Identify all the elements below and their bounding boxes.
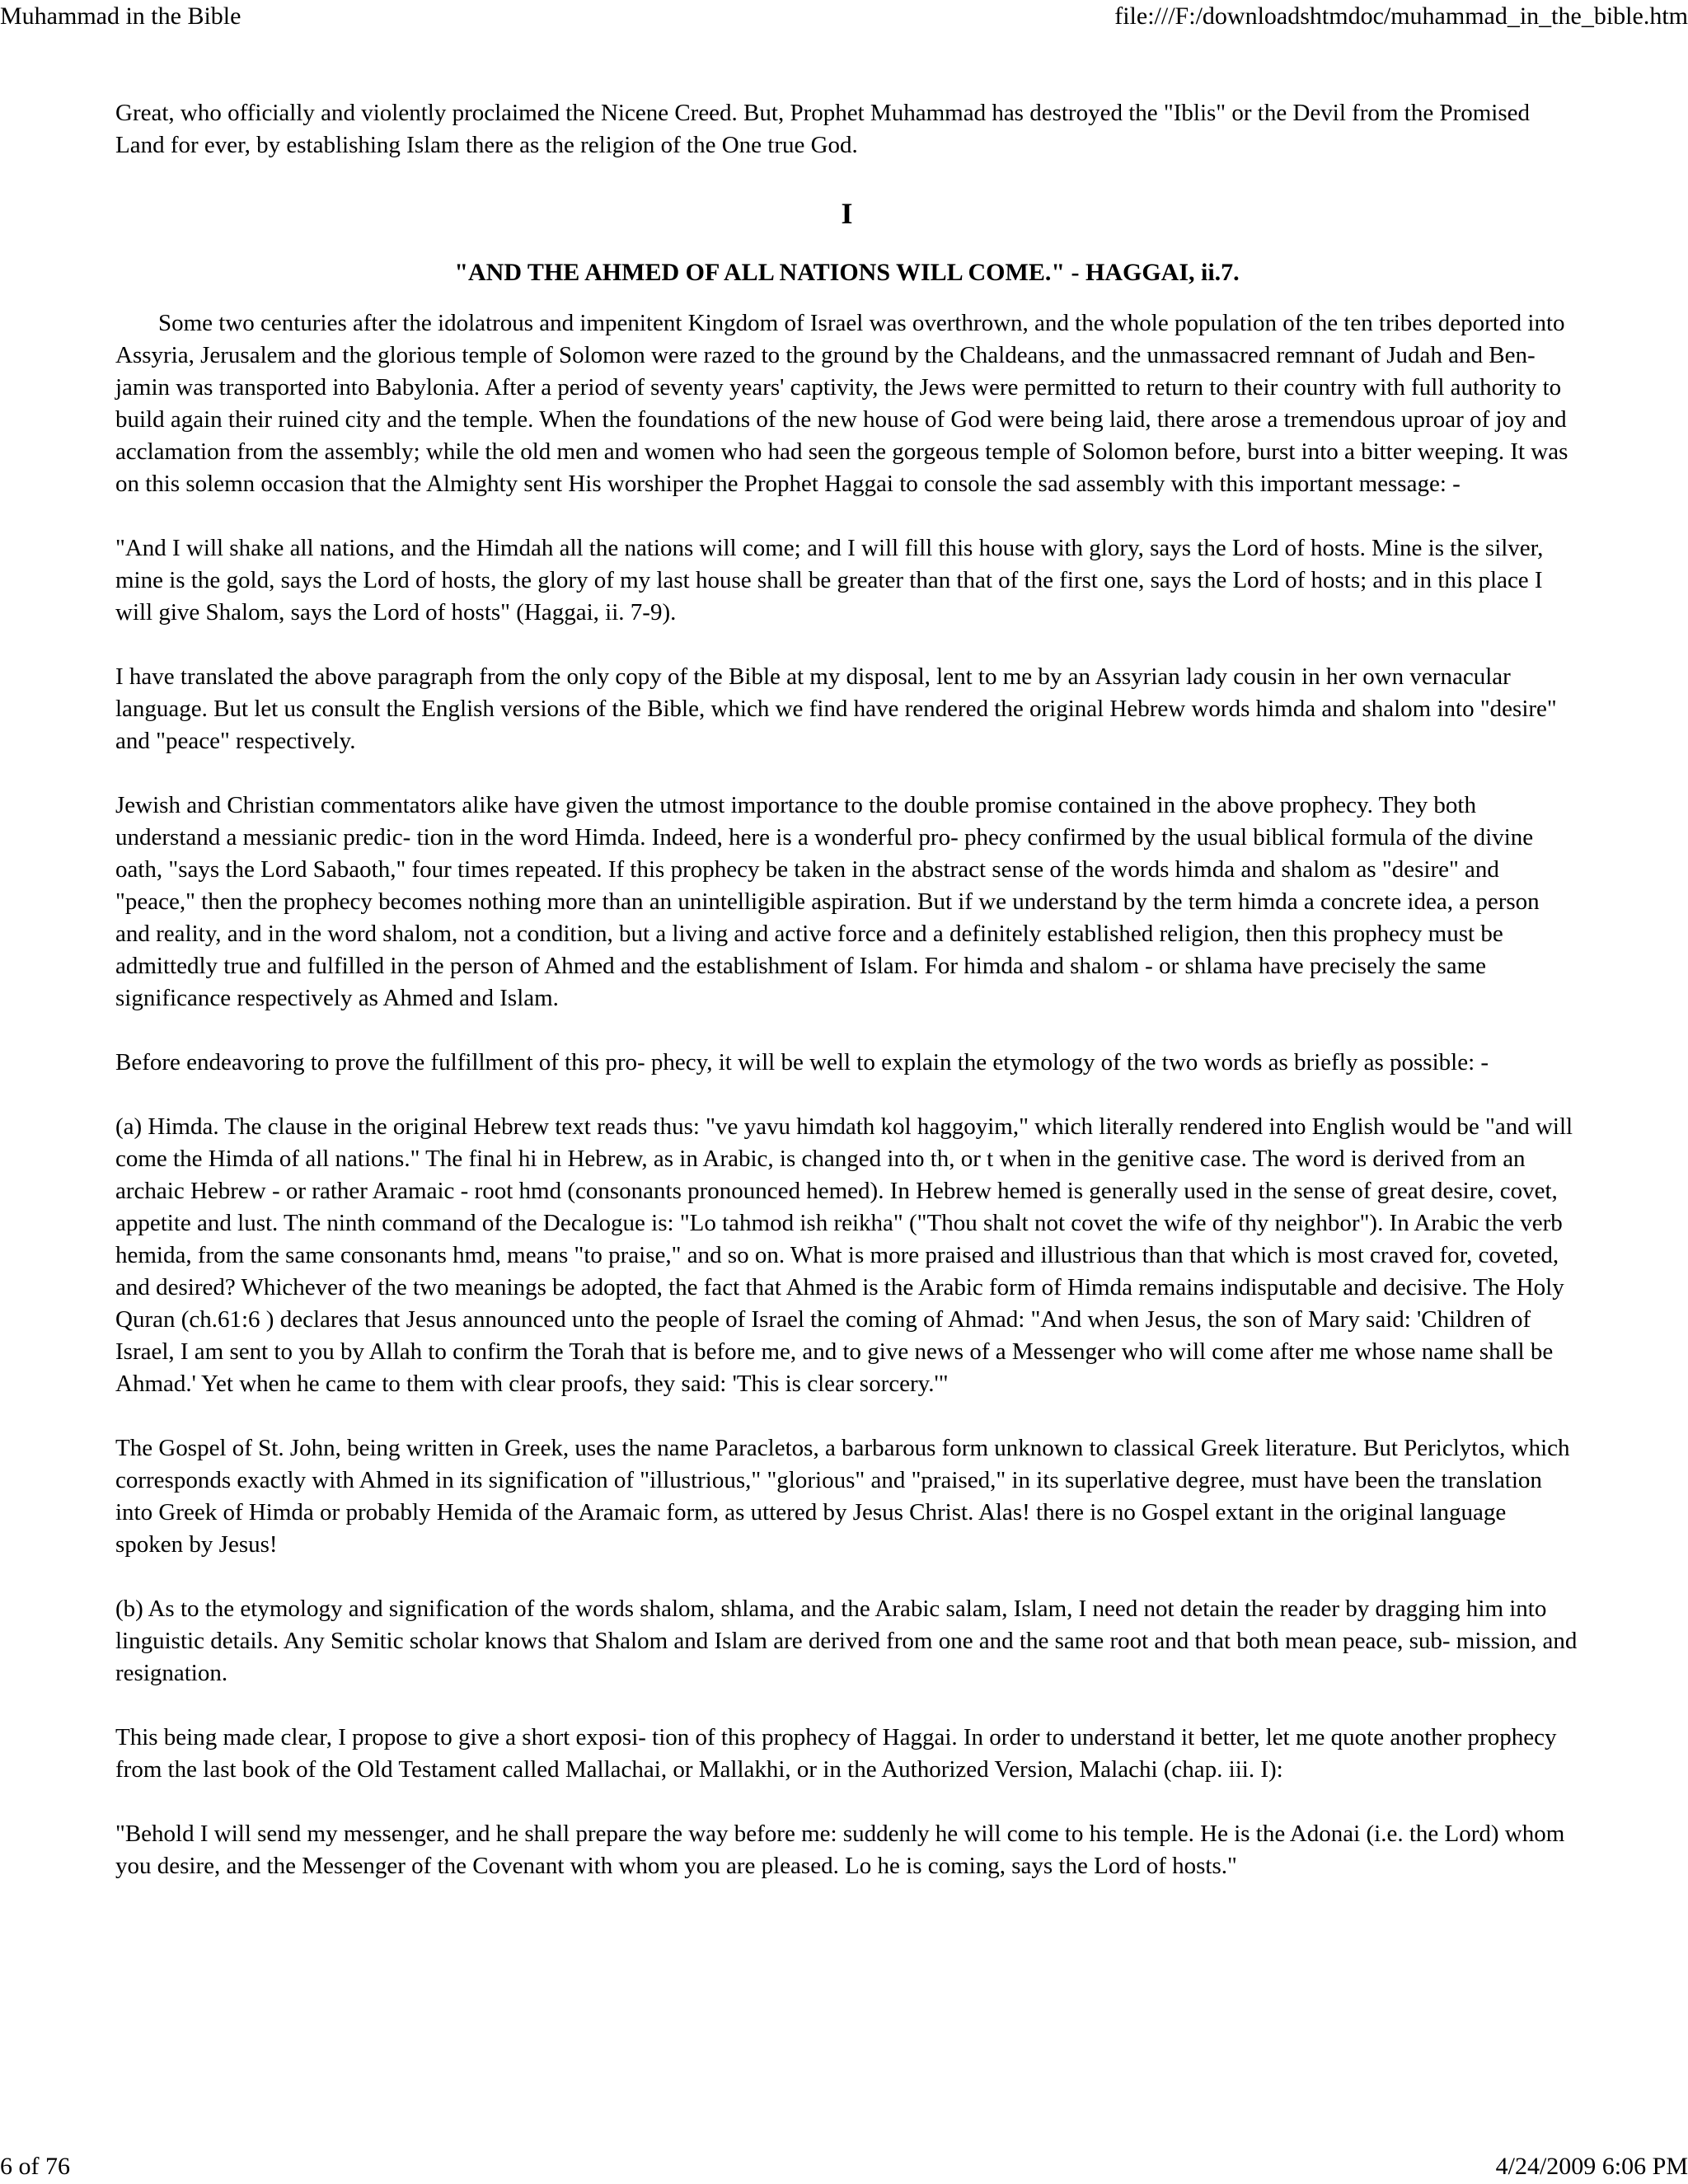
paragraph: Before endeavoring to prove the fulfillment of this pro- phecy, it will be well to explain the etymology of the two words as briefly as possible: -: [115, 1049, 1489, 1076]
paragraph: Some two centuries after the idolatrous and impenitent Kingdom of Israel was overthrown, and the whole population of the ten tribes deported into Assyria, Jerusalem and the glorious temple of Solomon were razed to the ground by the Chaldeans, and the unmassacred remnant of Judah and Ben- jamin was transported into Babylonia. After a period of seventy years' captivity, the Jews were permitted to return to their country with full authority to build again their ruined city and the temple. When the foundations of the new house of God were being laid, there arose a tremendous uproar of joy and acclamation from the assembly; while the old men and women who had seen the gorgeous temple of Solomon before, burst into a bitter weeping. It was on this solemn occasion that the Almighty sent His worshiper the Prophet Haggai to console the sad assembly with this important message: -: [115, 310, 1568, 497]
page-number: 6 of 76: [0, 2153, 70, 2180]
paragraph: (a) Himda. The clause in the original Hebrew text reads thus: "ve yavu himdath kol haggoyim," which literally rendered into English would be "and will come the Himda of all nations." The final hi in Hebrew, as in Arabic, is changed into th, or t when in the genitive case. The word is derived from an archaic Hebrew - or rather Aramaic - root hmd (consonants pronounced hemed). In Hebrew hemed is generally used in the sense of great desire, covet, appetite and lust. The ninth command of the Decalogue is: "Lo tahmod ish reikha" ("Thou shalt not covet the wife of thy neighbor"). In Arabic the verb hemida, from the same consonants hmd, means "to praise," and so on. What is more praised and illustrious than that which is most craved for, coveted, and desired? Whichever of the two meanings be adopted, the fact that Ahmed is the Arabic form of Himda remains indisputable and decisive. The Holy Quran (ch.61:6 ) declares that Jesus announced unto the people of Israel the coming of Ahmad: "And when Jesus, the son of Mary said: 'Children of Israel, I am sent to you by Allah to confirm the Torah that is before me, and to give news of a Messenger who will come after me whose name shall be Ahmad.' Yet when he came to them with clear proofs, they said: 'This is clear sorcery.'": [115, 1113, 1573, 1397]
quotation: "Behold I will send my messenger, and he shall prepare the way before me: suddenly he will come to his temple. He is the Adonai (i.e. the Lord) whom you desire, and the Messenger of the Covenant with whom you are pleased. Lo he is coming, says the Lord of hosts.": [115, 1821, 1565, 1879]
page-title: Muhammad in the Bible: [0, 2, 241, 30]
paragraph: Great, who officially and violently proclaimed the Nicene Creed. But, Prophet Muhammad has destroyed the "Iblis" or the Devil from the Promised Land for ever, by establishing Islam there as the religion of the One true God.: [115, 100, 1530, 158]
quotation: "And I will shake all nations, and the Himdah all the nations will come; and I will fill this house with glory, says the Lord of hosts. Mine is the silver, mine is the gold, says the Lord of hosts, the glory of my last house shall be greater than that of the first one, says the Lord of hosts; and in this place I will give Shalom, says the Lord of hosts" (Haggai, ii. 7-9).: [115, 535, 1544, 626]
print-timestamp: 4/24/2009 6:06 PM: [1495, 2153, 1688, 2180]
paragraph: I have translated the above paragraph from the only copy of the Bible at my disposal, lent to me by an Assyrian lady cousin in her own vernacular language. But let us consult the English versions of the Bible, which we find have rendered the original Hebrew words himda and shalom into "desire" and "peace" respectively.: [115, 663, 1557, 754]
paragraph: Jewish and Christian commentators alike have given the utmost importance to the double promise contained in the above prophecy. They both understand a messianic predic- tion in the word Himda. Indeed, here is a wonderful pro- phecy confirmed by the usual biblical formula of the divine oath, "says the Lord Sabaoth," four times repeated. If this prophecy be taken in the abstract sense of the words himda and shalom as "desire" and "peace," then the prophecy becomes nothing more than an unintelligible aspiration. But if we understand by the term himda a concrete idea, a person and reality, and in the word shalom, not a condition, but a living and active force and a definitely established religion, then this prophecy must be admittedly true and fulfilled in the person of Ahmed and the establishment of Islam. For himda and shalom - or shlama have precisely the same significance respectively as Ahmed and Islam.: [115, 792, 1540, 1011]
paragraph: This being made clear, I propose to give a short exposi- tion of this prophecy of Haggai. In order to understand it better, let me quote another prophecy from the last book of the Old Testament called Mallachai, or Mallakhi, or in the Authorized Version, Malachi (chap. iii. I):: [115, 1724, 1557, 1783]
section-number: I: [841, 197, 853, 230]
document-body: [115, 97, 1578, 1915]
page-url: file:///F:/downloadshtmdoc/muhammad_in_the_bible.htm: [1114, 2, 1688, 30]
page-header: [0, 0, 1688, 33]
paragraph: (b) As to the etymology and signification of the words shalom, shlama, and the Arabic salam, Islam, I need not detain the reader by dragging him into linguistic details. Any Semitic scholar knows that Shalom and Islam are derived from one and the same root and that both mean peace, sub- mission, and resignation.: [115, 1596, 1578, 1686]
page-footer: [0, 2149, 1688, 2184]
section-title: "AND THE AHMED OF ALL NATIONS WILL COME." - HAGGAI, ii.7.: [454, 259, 1240, 286]
paragraph: The Gospel of St. John, being written in Greek, uses the name Paracletos, a barbarous form unknown to classical Greek literature. But Periclytos, which corresponds exactly with Ahmed in its signification of "illustrious," "glorious" and "praised," in its superlative degree, must have been the translation into Greek of Himda or probably Hemida of the Aramaic form, as uttered by Jesus Christ. Alas! there is no Gospel extant in the original language spoken by Jesus!: [115, 1435, 1570, 1558]
